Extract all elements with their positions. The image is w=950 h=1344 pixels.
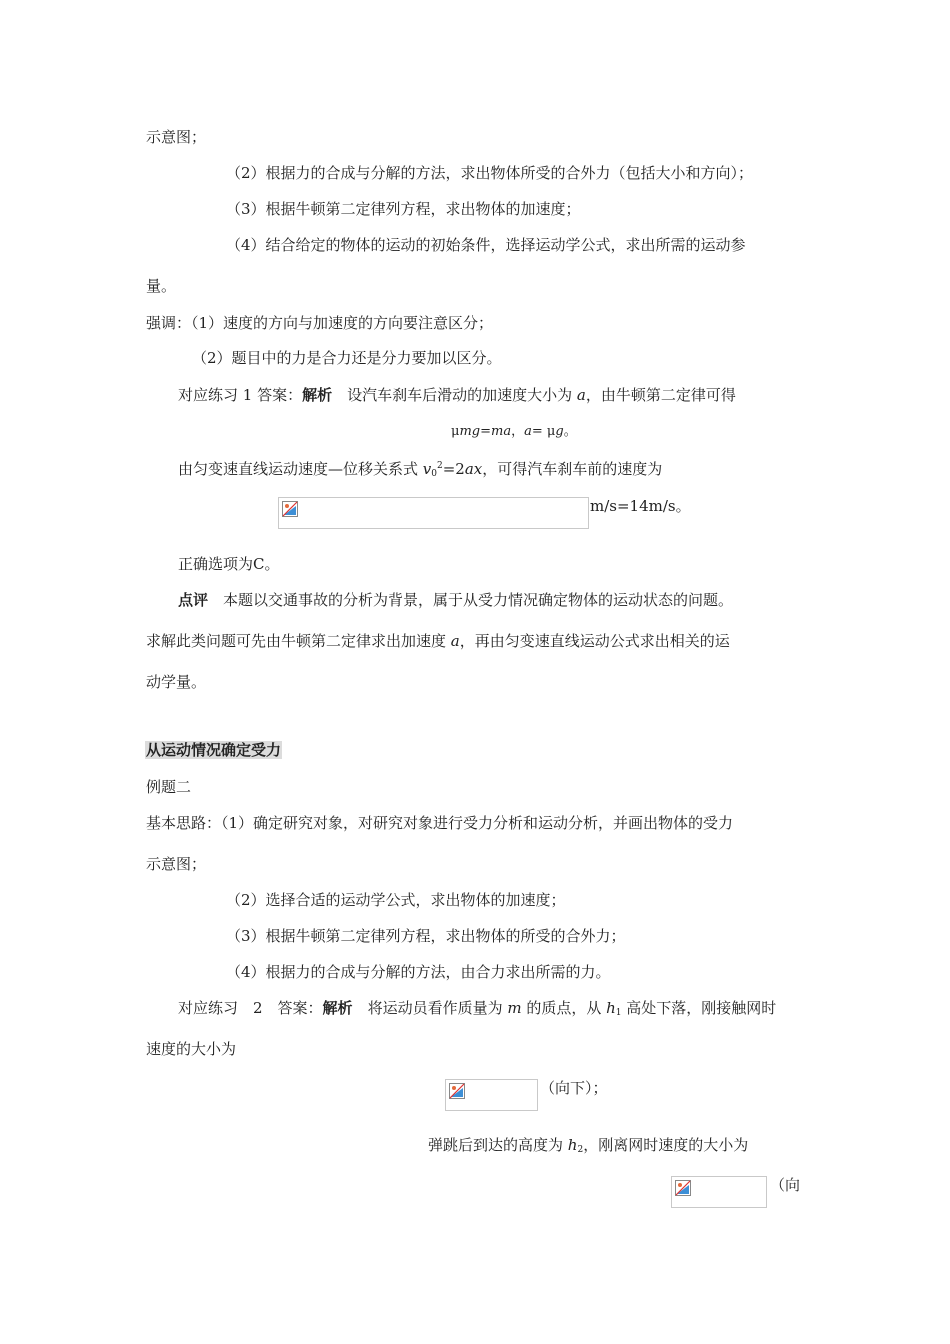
basic-step-2: （2）选择合适的运动学公式，求出物体的加速度； [226,891,566,909]
comment-line [178,590,733,610]
basic-step-4: （4）根据力的合成与分解的方法，由合力求出所需的力。 [226,963,611,981]
comment-text-2a: 求解此类问题可先由牛顿第二定律求出加速度 [146,632,451,650]
comment-label: 点评 [178,591,209,609]
basic-approach: 基本思路：（1）确定研究对象，对研究对象进行受力分析和运动分析，并画出物体的受力 [146,814,734,832]
bounce-text-2: ，刚离网时速度的大小为 [583,1136,749,1154]
period: 。 [563,424,577,439]
direction-up: （向 [770,1176,801,1194]
correct-option: 正确选项为C。 [178,555,280,573]
example-label: 例题二 [146,778,192,796]
formula-image-placeholder [278,497,589,529]
section-heading-text: 从运动情况确定受力 [146,741,282,759]
emphasis-2: （2）题目中的力是合力还是分力要加以区分。 [192,349,502,367]
var-a: a [576,386,586,404]
equals-mu: = μ [531,424,556,439]
relation-line [178,456,662,484]
equation-1 [451,422,577,442]
comment-line-3: 动学量。 [146,673,207,691]
var-mg: mg [459,424,481,439]
answer-2 [178,998,776,1023]
formula-image-placeholder [671,1176,767,1208]
step-3: （3）根据牛顿第二定律列方程，求出物体的加速度； [226,200,581,218]
subscript-0: 0 [431,469,437,479]
subscript-2: 2 [577,1145,584,1155]
broken-image-icon [675,1180,691,1196]
answer-2-text: 将运动员看作质量为 [352,999,508,1017]
comma: ， [511,424,525,439]
var-v: v [422,460,432,478]
var-h: h [567,1136,578,1154]
answer-1-text: 设汽车刹车后滑动的加速度大小为 [332,386,577,404]
comment-line-2 [146,631,730,651]
answer-2-line-2: 速度的大小为 [146,1040,237,1058]
subscript-1: 1 [615,1008,622,1018]
answer-1-prefix: 对应练习 1 答案： [178,386,303,404]
equals-2: =2 [442,460,465,478]
comment-text: 本题以交通事故的分析为背景，属于从受力情况确定物体的运动状态的问题。 [208,591,734,609]
superscript-2: 2 [437,461,443,471]
var-a: a [450,632,460,650]
mu-symbol: μ [451,424,460,439]
broken-image-icon [449,1083,465,1099]
relation-text: 由匀变速直线运动速度—位移关系式 [178,460,423,478]
paragraph-text: 示意图； [146,128,207,146]
var-a: a [524,424,532,439]
answer-1 [178,385,736,405]
var-g: g [555,424,564,439]
bounce-text: 弹跳后到达的高度为 [428,1136,568,1154]
analysis-label: 解析 [302,386,333,404]
comment-text-2b: ，再由匀变速直线运动公式求出相关的运 [459,632,730,650]
basic-approach-continued: 示意图； [146,855,207,873]
basic-step-3: （3）根据牛顿第二定律列方程，求出物体的所受的合外力； [226,927,626,945]
var-ma: ma [491,424,512,439]
step-2: （2）根据力的合成与分解的方法，求出物体所受的合外力（包括大小和方向）； [226,164,754,182]
analysis-label: 解析 [322,999,353,1017]
direction-down: （向下）； [540,1079,608,1097]
var-ax: ax [464,460,483,478]
equals: = [480,424,492,439]
answer-2-prefix: 对应练习 2 答案： [178,999,323,1017]
relation-text-2: ，可得汽车刹车前的速度为 [482,460,663,478]
answer-2-text-2: 的质点，从 [521,999,607,1017]
broken-image-icon [282,501,298,517]
bounce-line [428,1135,748,1160]
var-h: h [606,999,616,1017]
step-4: （4）结合给定的物体的运动的初始条件，选择运动学公式，求出所需的运动参 [226,236,746,254]
answer-2-text-3: 高处下落，刚接触网时 [621,999,777,1017]
formula-image-placeholder [445,1079,538,1111]
section-heading [145,740,282,760]
result-text: m/s=14m/s。 [590,497,691,515]
answer-1-text-2: ，由牛顿第二定律可得 [585,386,736,404]
var-m: m [507,999,522,1017]
emphasis-1: 强调：（1）速度的方向与加速度的方向要注意区分； [146,314,494,332]
step-4-continued: 量。 [146,277,177,295]
